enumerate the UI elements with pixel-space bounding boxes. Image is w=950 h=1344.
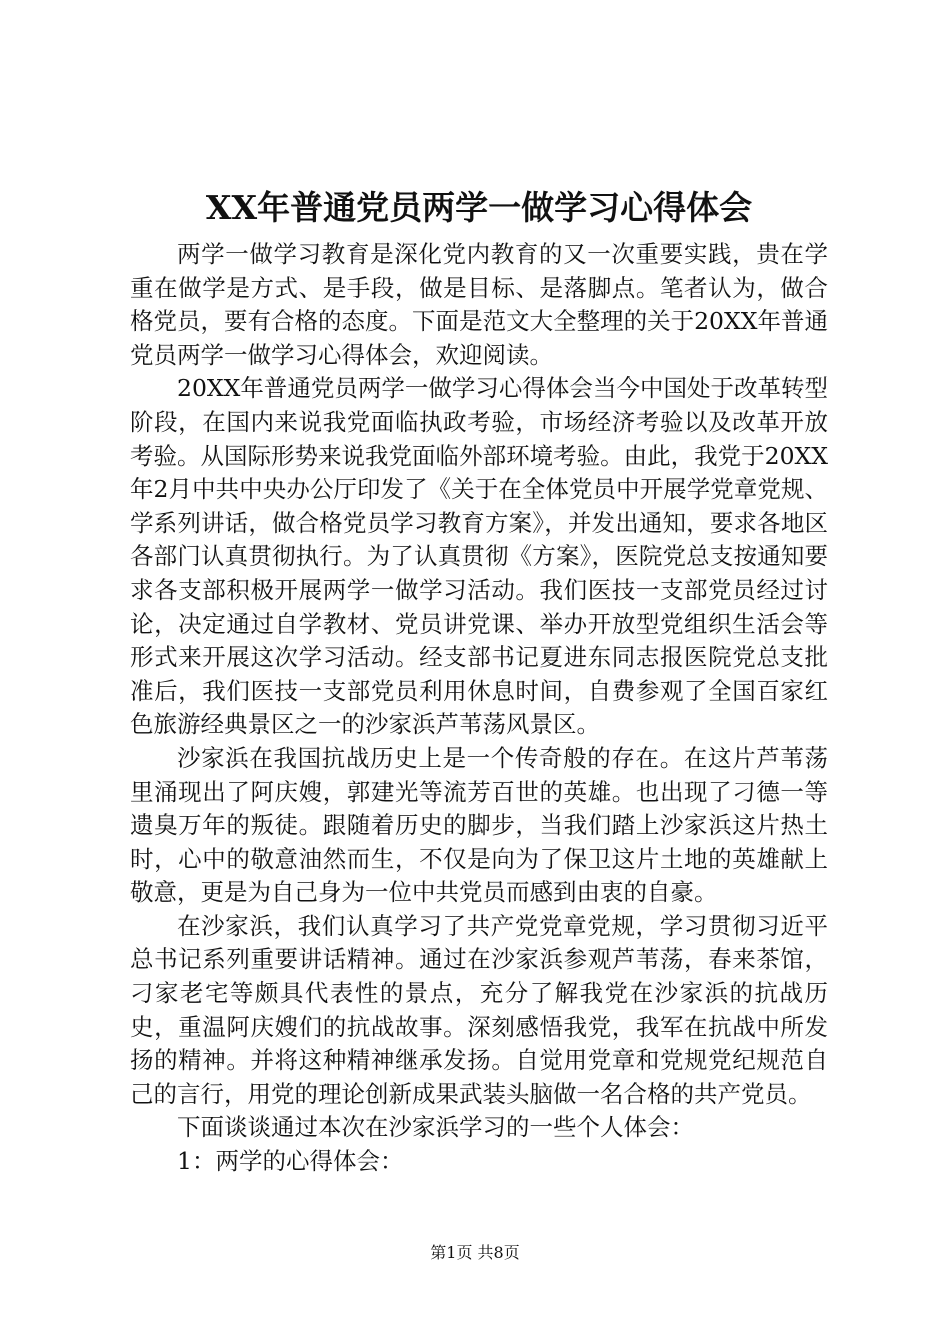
paragraph-section-heading: 1：两学的心得体会： bbox=[177, 1147, 404, 1176]
document-body bbox=[130, 182, 828, 1179]
paragraph-background: 20XX年普通党员两学一做学习心得体会当今中国处于改革转型阶段，在国内来说我党面临执政考验，市场经济考验以及改革开放考验。从国际形势来说我党面临外部环境考验。由此，我党于20XX年2月中共中央办公厅印发了《关于在全体党员中开展学党章党规、学系列讲话，做合格党员学习教育方案》，并发出通知，要求各地区各部门认真贯彻执行。为了认真贯彻《方案》，医院党总支按通知要求各支部积极开展两学一做学习活动。我们医技一支部党员经过讨论，决定通过自学教材、党员讲党课、举办开放型党组织生活会等形式来开展这次学习活动。经支部书记夏进东同志报医院党总支批准后，我们医技一支部党员利用休息时间，自费参观了全国百家红色旅游经典景区之一的沙家浜芦苇荡风景区。 bbox=[130, 374, 828, 739]
paragraph-transition: 下面谈谈通过本次在沙家浜学习的一些个人体会： bbox=[177, 1113, 694, 1142]
paragraph-intro: 两学一做学习教育是深化党内教育的又一次重要实践，贵在学重在做学是方式、是手段，做是目标、是落脚点。笔者认为，做合格党员，要有合格的态度。下面是范文大全整理的关于20XX年普通党员两学一做学习心得体会，欢迎阅读。 bbox=[130, 240, 828, 369]
page-footer bbox=[0, 1240, 950, 1263]
document-title: XX年普通党员两学一做学习心得体会 bbox=[205, 188, 753, 227]
page-indicator: 第1页 共8页 bbox=[430, 1243, 520, 1262]
paragraph-shajiabang-history: 沙家浜在我国抗战历史上是一个传奇般的存在。在这片芦苇荡里涌现出了阿庆嫂，郭建光等流芳百世的英雄。也出现了刁德一等遗臭万年的叛徒。跟随着历史的脚步，当我们踏上沙家浜这片热土时，心中的敬意油然而生，不仅是向为了保卫这片土地的英雄献上敬意，更是为自己身为一位中共党员而感到由衷的自豪。 bbox=[130, 743, 828, 907]
paragraph-study-content: 在沙家浜，我们认真学习了共产党党章党规，学习贯彻习近平总书记系列重要讲话精神。通过在沙家浜参观芦苇荡，春来茶馆，刁家老宅等颇具代表性的景点，充分了解我党在沙家浜的抗战历史，重温阿庆嫂们的抗战故事。深刻感悟我党，我军在抗战中所发扬的精神。并将这种精神继承发扬。自觉用党章和党规党纪规范自己的言行，用党的理论创新成果武装头脑做一名合格的共产党员。 bbox=[130, 911, 828, 1108]
